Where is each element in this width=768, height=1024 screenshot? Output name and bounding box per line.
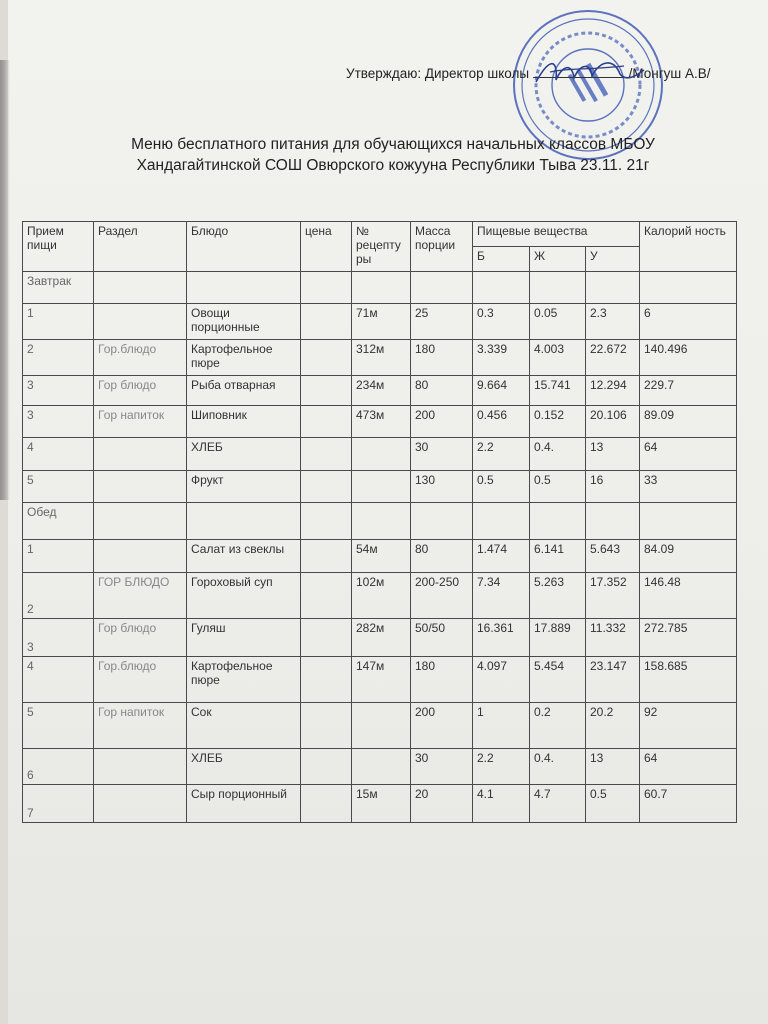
row-mass: 130 xyxy=(411,471,473,503)
row-protein: 3.339 xyxy=(473,340,530,376)
row-dish: Картофельное пюре xyxy=(187,657,301,703)
table-row xyxy=(23,785,737,823)
row-recipe: 147м xyxy=(352,657,411,703)
table-row xyxy=(23,406,737,438)
empty-cell xyxy=(301,503,352,540)
row-carbs: 20.2 xyxy=(586,703,640,749)
row-number: 2 xyxy=(23,573,94,619)
row-fat: 6.141 xyxy=(530,540,586,573)
table-row xyxy=(23,438,737,471)
row-calories: 229.7 xyxy=(640,376,737,406)
row-recipe: 102м xyxy=(352,573,411,619)
row-dish: Сок xyxy=(187,703,301,749)
table-row xyxy=(23,657,737,703)
empty-cell xyxy=(352,503,411,540)
row-section: Гор напиток xyxy=(94,406,187,438)
table-row xyxy=(23,471,737,503)
row-section: Гор блюдо xyxy=(94,376,187,406)
row-number: 7 xyxy=(23,785,94,823)
row-calories: 92 xyxy=(640,703,737,749)
row-section: Гор.блюдо xyxy=(94,340,187,376)
row-protein: 2.2 xyxy=(473,438,530,471)
row-calories: 6 xyxy=(640,304,737,340)
col-header-recipe: № рецепту ры xyxy=(352,222,411,272)
col-header-dish: Блюдо xyxy=(187,222,301,272)
section-row xyxy=(23,272,737,304)
empty-cell xyxy=(473,272,530,304)
row-calories: 89.09 xyxy=(640,406,737,438)
row-dish: Салат из свеклы xyxy=(187,540,301,573)
row-recipe xyxy=(352,703,411,749)
row-carbs: 0.5 xyxy=(586,785,640,823)
row-section: ГОР БЛЮДО xyxy=(94,573,187,619)
row-mass: 80 xyxy=(411,540,473,573)
row-price xyxy=(301,540,352,573)
row-section: Гор.блюдо xyxy=(94,657,187,703)
row-price xyxy=(301,471,352,503)
row-protein: 16.361 xyxy=(473,619,530,657)
col-header-protein: Б xyxy=(473,247,530,272)
row-protein: 2.2 xyxy=(473,749,530,785)
row-carbs: 5.643 xyxy=(586,540,640,573)
row-fat: 0.05 xyxy=(530,304,586,340)
row-carbs: 23.147 xyxy=(586,657,640,703)
row-section xyxy=(94,471,187,503)
row-calories: 140.496 xyxy=(640,340,737,376)
menu-table xyxy=(22,221,737,823)
row-mass: 200 xyxy=(411,703,473,749)
row-carbs: 12.294 xyxy=(586,376,640,406)
empty-cell xyxy=(301,272,352,304)
row-dish: Фрукт xyxy=(187,471,301,503)
row-mass: 200-250 xyxy=(411,573,473,619)
director-signature xyxy=(528,52,648,92)
row-mass: 50/50 xyxy=(411,619,473,657)
row-fat: 5.263 xyxy=(530,573,586,619)
row-dish: Гороховый суп xyxy=(187,573,301,619)
table-row xyxy=(23,376,737,406)
row-recipe: 312м xyxy=(352,340,411,376)
row-price xyxy=(301,340,352,376)
row-recipe: 54м xyxy=(352,540,411,573)
row-number: 1 xyxy=(23,540,94,573)
row-number: 1 xyxy=(23,304,94,340)
empty-cell xyxy=(187,272,301,304)
row-number: 3 xyxy=(23,406,94,438)
row-mass: 180 xyxy=(411,657,473,703)
row-fat: 0.5 xyxy=(530,471,586,503)
table-row xyxy=(23,304,737,340)
row-protein: 7.34 xyxy=(473,573,530,619)
row-recipe: 473м xyxy=(352,406,411,438)
col-header-price: цена xyxy=(301,222,352,272)
row-number: 5 xyxy=(23,703,94,749)
empty-cell xyxy=(94,503,187,540)
header-row-1 xyxy=(23,222,737,247)
empty-cell xyxy=(640,272,737,304)
empty-cell xyxy=(586,503,640,540)
row-protein: 4.1 xyxy=(473,785,530,823)
row-recipe: 71м xyxy=(352,304,411,340)
row-price xyxy=(301,438,352,471)
row-carbs: 16 xyxy=(586,471,640,503)
empty-cell xyxy=(530,503,586,540)
row-price xyxy=(301,785,352,823)
row-fat: 5.454 xyxy=(530,657,586,703)
row-price xyxy=(301,657,352,703)
row-carbs: 17.352 xyxy=(586,573,640,619)
row-calories: 64 xyxy=(640,749,737,785)
row-price xyxy=(301,619,352,657)
row-price xyxy=(301,573,352,619)
row-mass: 80 xyxy=(411,376,473,406)
row-fat: 4.003 xyxy=(530,340,586,376)
row-section xyxy=(94,304,187,340)
row-mass: 20 xyxy=(411,785,473,823)
row-dish: ХЛЕБ xyxy=(187,749,301,785)
row-fat: 0.152 xyxy=(530,406,586,438)
row-mass: 25 xyxy=(411,304,473,340)
menu-table-body xyxy=(23,272,737,823)
row-protein: 0.456 xyxy=(473,406,530,438)
col-header-mass: Масса порции xyxy=(411,222,473,272)
row-calories: 84.09 xyxy=(640,540,737,573)
row-number: 3 xyxy=(23,619,94,657)
table-row xyxy=(23,619,737,657)
empty-cell xyxy=(530,272,586,304)
table-row xyxy=(23,749,737,785)
row-carbs: 13 xyxy=(586,749,640,785)
row-dish: Шиповник xyxy=(187,406,301,438)
row-number: 5 xyxy=(23,471,94,503)
row-price xyxy=(301,406,352,438)
row-number: 4 xyxy=(23,657,94,703)
row-section xyxy=(94,785,187,823)
row-fat: 0.4. xyxy=(530,749,586,785)
row-dish: Рыба отварная xyxy=(187,376,301,406)
col-header-meal: Прием пищи xyxy=(23,222,94,272)
row-price xyxy=(301,749,352,785)
col-header-nutrients: Пищевые вещества xyxy=(473,222,640,247)
row-carbs: 11.332 xyxy=(586,619,640,657)
empty-cell xyxy=(586,272,640,304)
title-line-1: Меню бесплатного питания для обучающихся начальных классов МБОУ xyxy=(131,136,655,153)
row-number: 2 xyxy=(23,340,94,376)
row-price xyxy=(301,304,352,340)
section-label: Завтрак xyxy=(23,272,94,304)
empty-cell xyxy=(352,272,411,304)
col-header-carbs: У xyxy=(586,247,640,272)
empty-cell xyxy=(411,272,473,304)
row-section: Гор блюдо xyxy=(94,619,187,657)
title-line-2: Хандагайтинской СОШ Овюрского кожууна Республики Тыва 23.11. 21г xyxy=(136,157,650,174)
row-fat: 0.2 xyxy=(530,703,586,749)
row-fat: 17.889 xyxy=(530,619,586,657)
row-mass: 180 xyxy=(411,340,473,376)
col-header-section: Раздел xyxy=(94,222,187,272)
row-section xyxy=(94,540,187,573)
row-fat: 0.4. xyxy=(530,438,586,471)
row-protein: 9.664 xyxy=(473,376,530,406)
row-calories: 158.685 xyxy=(640,657,737,703)
document-title xyxy=(88,134,698,176)
row-number: 4 xyxy=(23,438,94,471)
empty-cell xyxy=(187,503,301,540)
row-recipe: 282м xyxy=(352,619,411,657)
paper-edge-shadow xyxy=(0,60,10,500)
empty-cell xyxy=(411,503,473,540)
row-protein: 1.474 xyxy=(473,540,530,573)
col-header-calories: Калорий ность xyxy=(640,222,737,272)
row-calories: 146.48 xyxy=(640,573,737,619)
section-label: Обед xyxy=(23,503,94,540)
row-protein: 1 xyxy=(473,703,530,749)
row-section xyxy=(94,749,187,785)
row-price xyxy=(301,703,352,749)
row-fat: 15.741 xyxy=(530,376,586,406)
row-mass: 30 xyxy=(411,749,473,785)
row-carbs: 20.106 xyxy=(586,406,640,438)
row-recipe: 15м xyxy=(352,785,411,823)
row-carbs: 13 xyxy=(586,438,640,471)
row-recipe xyxy=(352,438,411,471)
row-carbs: 2.3 xyxy=(586,304,640,340)
table-row xyxy=(23,340,737,376)
row-calories: 33 xyxy=(640,471,737,503)
row-number: 3 xyxy=(23,376,94,406)
row-dish: Картофельное пюре xyxy=(187,340,301,376)
row-section: Гор напиток xyxy=(94,703,187,749)
row-number: 6 xyxy=(23,749,94,785)
row-protein: 0.5 xyxy=(473,471,530,503)
row-price xyxy=(301,376,352,406)
row-fat: 4.7 xyxy=(530,785,586,823)
row-recipe: 234м xyxy=(352,376,411,406)
row-dish: Сыр порционный xyxy=(187,785,301,823)
empty-cell xyxy=(640,503,737,540)
row-dish: Овощи порционные xyxy=(187,304,301,340)
col-header-fat: Ж xyxy=(530,247,586,272)
row-calories: 272.785 xyxy=(640,619,737,657)
row-dish: ХЛЕБ xyxy=(187,438,301,471)
row-calories: 64 xyxy=(640,438,737,471)
empty-cell xyxy=(94,272,187,304)
row-mass: 200 xyxy=(411,406,473,438)
row-section xyxy=(94,438,187,471)
director-name: /Монгуш А.В/ xyxy=(628,66,711,81)
table-row xyxy=(23,703,737,749)
row-protein: 0.3 xyxy=(473,304,530,340)
row-recipe xyxy=(352,471,411,503)
table-row xyxy=(23,573,737,619)
section-row xyxy=(23,503,737,540)
row-carbs: 22.672 xyxy=(586,340,640,376)
row-mass: 30 xyxy=(411,438,473,471)
empty-cell xyxy=(473,503,530,540)
row-calories: 60.7 xyxy=(640,785,737,823)
approval-prefix: Утверждаю: Директор школы xyxy=(346,66,530,81)
row-recipe xyxy=(352,749,411,785)
table-row xyxy=(23,540,737,573)
row-protein: 4.097 xyxy=(473,657,530,703)
row-dish: Гуляш xyxy=(187,619,301,657)
